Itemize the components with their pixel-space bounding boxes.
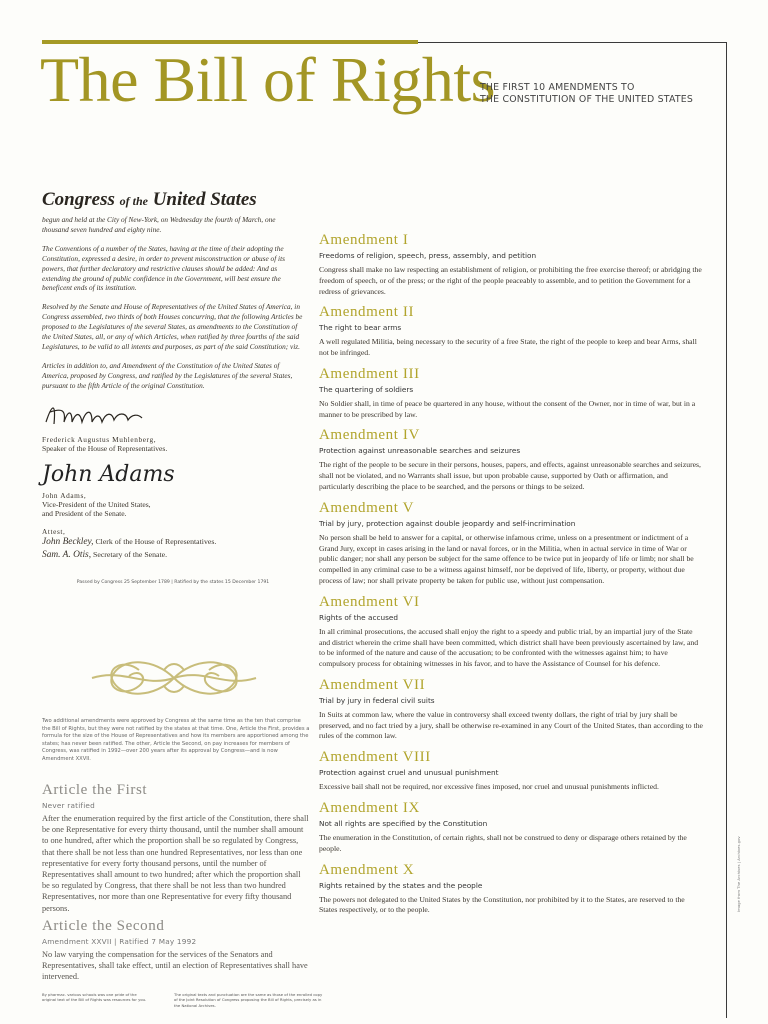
- amendment-text: The enumeration in the Constitution, of certain rights, shall not be construed to deny or disparage others retained by the people.: [319, 832, 687, 853]
- article-first-sub: Never ratified: [42, 801, 95, 810]
- otis-line: [42, 549, 304, 562]
- muhlenberg-role: Speaker of the House of Representatives.: [42, 443, 168, 453]
- amendment-6: [319, 594, 703, 670]
- beckley-role: Clerk of the House of Representatives.: [95, 537, 217, 547]
- beckley-name: John Beckley,: [42, 537, 94, 548]
- subtitle-line-1: THE FIRST 10 AMENDMENTS TO: [480, 82, 635, 93]
- amendment-8: [319, 749, 703, 793]
- amendment-subtitle: Protection against unreasonable searches and seizures: [319, 446, 521, 456]
- amendment-9: [319, 800, 703, 855]
- amendment-text: Excessive bail shall not be required, nor excessive fines imposed, nor cruel and unusual punishments inflicted.: [319, 782, 659, 792]
- amendment-text: No person shall be held to answer for a capital, or otherwise infamous crime, unless on a presentment or indictment of a Grand Jury, except in cases arising in the land or naval forces, or in the Militia, when in actual service in time of War or public danger; nor shall any person be subject for the same offence to be twice put in jeopardy of life or limb; nor shall be compelled in any criminal case to be a witness against himself, nor be deprived of life, liberty, or property, without due process of law; nor shall private property be taken for public use, without just compensation.: [319, 532, 694, 585]
- additional-amendments-note: Two additional amendments were approved by Congress at the same time as the ten that comprise the Bill of Rights, but they were not ratified by the states at that time. One, Article the First, provides a formula for the size of the House of Representatives and how its members are apportioned among the states; has never been ratified. The other, Article the Second, on pay increases for members of Congress, was ratified in 1992—over 200 years after its approval by Congress—and is now Amendment XXVII.: [42, 718, 310, 762]
- amendment-10: [319, 862, 703, 917]
- article-first: [42, 782, 310, 914]
- amendment-subtitle: Trial by jury in federal civil suits: [319, 695, 435, 705]
- amendment-subtitle: Rights retained by the states and the people: [319, 880, 483, 890]
- congress-heading-main: Congress: [42, 189, 115, 210]
- attest-label: Attest,: [42, 527, 66, 537]
- amendment-title: Amendment VI: [319, 593, 420, 610]
- amendment-title: Amendment VIII: [319, 749, 431, 766]
- preamble-para-1: The Conventions of a number of the States, having at the time of their adopting the Constitution, expressed a desire, in order to prevent misconstruction or abuse of its powers, that further declaratory and restrictive clauses should be added: And as extending the ground of public confidence in the Government, will best ensure the beneficent ends of its institution.: [42, 243, 285, 293]
- amendment-title: Amendment I: [319, 232, 409, 248]
- adams-role-1: Vice-President of the United States,: [42, 499, 151, 509]
- preamble-para-3: Articles in addition to, and Amendment of the Constitution of the United States of America, proposed by Congress, and ratified by the Legislatures of the several States, pursuant to the fifth Article of the original Constitution.: [42, 360, 293, 390]
- congress-heading-of: of the: [119, 194, 148, 208]
- amendment-3: [319, 366, 703, 421]
- page-title: The Bill of Rights: [40, 44, 495, 115]
- footer-right-note: The original texts and punctuation are the same as those of the enrolled copy of the Joint Resolution of Congress proposing the Bill of Rights, precisely as in the National Archives.: [174, 992, 323, 1008]
- article-second: [42, 918, 310, 983]
- preamble: [42, 215, 304, 391]
- adams-name: John Adams,: [42, 490, 87, 500]
- adams-signature: John Adams: [42, 461, 175, 487]
- article-first-title: Article the First: [42, 782, 148, 798]
- beckley-line: [42, 536, 304, 549]
- subtitle-line-2: THE CONSTITUTION OF THE UNITED STATES: [480, 94, 694, 106]
- amendment-title: Amendment X: [319, 861, 415, 878]
- side-credit-note: Image from The Archives | Archives.gov: [736, 836, 741, 912]
- article-second-text: No law varying the compensation for the services of the Senators and Representatives, shall take effect, until an election of Representatives shall have intervened.: [42, 950, 308, 982]
- amendment-text: The right of the people to be secure in their persons, houses, papers, and effects, against unreasonable searches and seizures, shall not be violated, and no Warrants shall issue, but upon probable cause, supported by Oath or affirmation, and particularly describing the place to be searched, and the persons or things to be seized.: [319, 460, 701, 492]
- amendment-subtitle: Protection against cruel and unusual punishment: [319, 768, 499, 778]
- page-subtitle: [480, 82, 710, 106]
- ornament-flourish: [84, 648, 264, 708]
- amendment-title: Amendment III: [319, 365, 420, 382]
- amendment-subtitle: The right to bear arms: [319, 323, 402, 333]
- amendment-subtitle: Not all rights are specified by the Constitution: [319, 818, 488, 828]
- amendment-4: [319, 427, 703, 492]
- amendment-text: A well regulated Militia, being necessary to the security of a free State, the right of the people to keep and bear Arms, shall not be infringed.: [319, 337, 697, 358]
- footer-left-note: By pharmac. various schools was one pride of the original text of the Bill of Rights was resources for you.: [42, 992, 147, 1003]
- amendment-1: [319, 232, 703, 297]
- amendment-title: Amendment IX: [319, 799, 420, 816]
- amendment-text: Congress shall make no law respecting an establishment of religion, or prohibiting the free exercise thereof; or abridging the freedom of speech, or of the press; or the right of the people peaceably to assemble, and to petition the Government for a redress of grievances.: [319, 265, 702, 296]
- amendment-2: [319, 304, 703, 359]
- muhlenberg-name: Frederick Augustus Muhlenberg,: [42, 434, 157, 444]
- congress-section: [42, 190, 304, 585]
- amendment-subtitle: Freedoms of religion, speech, press, assembly, and petition: [319, 251, 537, 260]
- amendment-subtitle: The quartering of soldiers: [319, 384, 414, 394]
- article-first-text: After the enumeration required by the first article of the Constitution, there shall be one Representative for every thirty thousand, until the number shall amount to one hundred, after which the proportion shall be so regulated by Congress, that there shall be not less than one hundred Representatives, nor less than one representative for every forty thousand persons, until the number of Representatives shall amount to two hundred; after which the proportion shall be so regulated by Congress, that there shall be not less than two hundred Representatives, nor more than one Representative for every fifty thousand persons.: [42, 814, 309, 913]
- adams-role-2: and President of the Senate.: [42, 509, 127, 519]
- amendment-5: [319, 500, 703, 587]
- otis-name: Sam. A. Otis,: [42, 549, 92, 560]
- congress-heading-end: United States: [152, 189, 257, 210]
- article-second-sub: Amendment XXVII | Ratified 7 May 1992: [42, 937, 197, 946]
- amendment-text: The powers not delegated to the United States by the Constitution, nor prohibited by it to the States, are reserved to the States respectively, or to the people.: [319, 894, 685, 915]
- amendment-text: No Soldier shall, in time of peace be quartered in any house, without the consent of the Owner, nor in time of war, but in a manner to be prescribed by law.: [319, 398, 696, 419]
- preamble-intro: begun and held at the City of New-York, on Wednesday the fourth of March, one thousand seven hundred and eighty nine.: [42, 214, 276, 234]
- amendment-7: [319, 677, 703, 742]
- amendment-subtitle: Rights of the accused: [319, 612, 399, 622]
- otis-role: Secretary of the Senate.: [93, 549, 168, 559]
- preamble-para-2: Resolved by the Senate and House of Representatives of the United States of America, in Congress assembled, two thirds of both Houses concurring, that the following Articles be proposed to the Legislatures of the several States, as amendments to the Constitution of the United States, all, or any of which Articles, when ratified by three fourths of the said Legislatures, to be valid to all intents and purposes, as part of the said Constitution; viz.: [42, 302, 303, 352]
- amendment-title: Amendment IV: [319, 427, 420, 444]
- amendments-column: [319, 232, 703, 923]
- amendment-subtitle: Trial by jury, protection against double jeopardy and self-incrimination: [319, 518, 576, 528]
- muhlenberg-signature: [42, 400, 152, 430]
- amendment-text: In all criminal prosecutions, the accused shall enjoy the right to a speedy and public trial, by an impartial jury of the State and district wherein the crime shall have been committed, which district shall have been previously ascertained by law, and to be informed of the nature and cause of the accusation; to be confronted with the witnesses against him; to have compulsory process for obtaining witnesses in his favor, and to have the Assistance of Counsel for his defence.: [319, 626, 699, 669]
- amendment-title: Amendment V: [319, 499, 415, 516]
- amendment-title: Amendment VII: [319, 676, 426, 693]
- article-second-title: Article the Second: [42, 918, 165, 934]
- congress-heading: [42, 190, 304, 211]
- amendment-text: In Suits at common law, where the value in controversy shall exceed twenty dollars, the right of trial by jury shall be preserved, and no fact tried by a jury, shall be otherwise re-examined in any Court of the United States, than according to the rules of the common law.: [319, 709, 703, 741]
- dates-line: Passed by Congress 25 September 1789 | Ratified by the states 15 December 1791: [76, 579, 270, 585]
- amendment-title: Amendment II: [319, 304, 415, 321]
